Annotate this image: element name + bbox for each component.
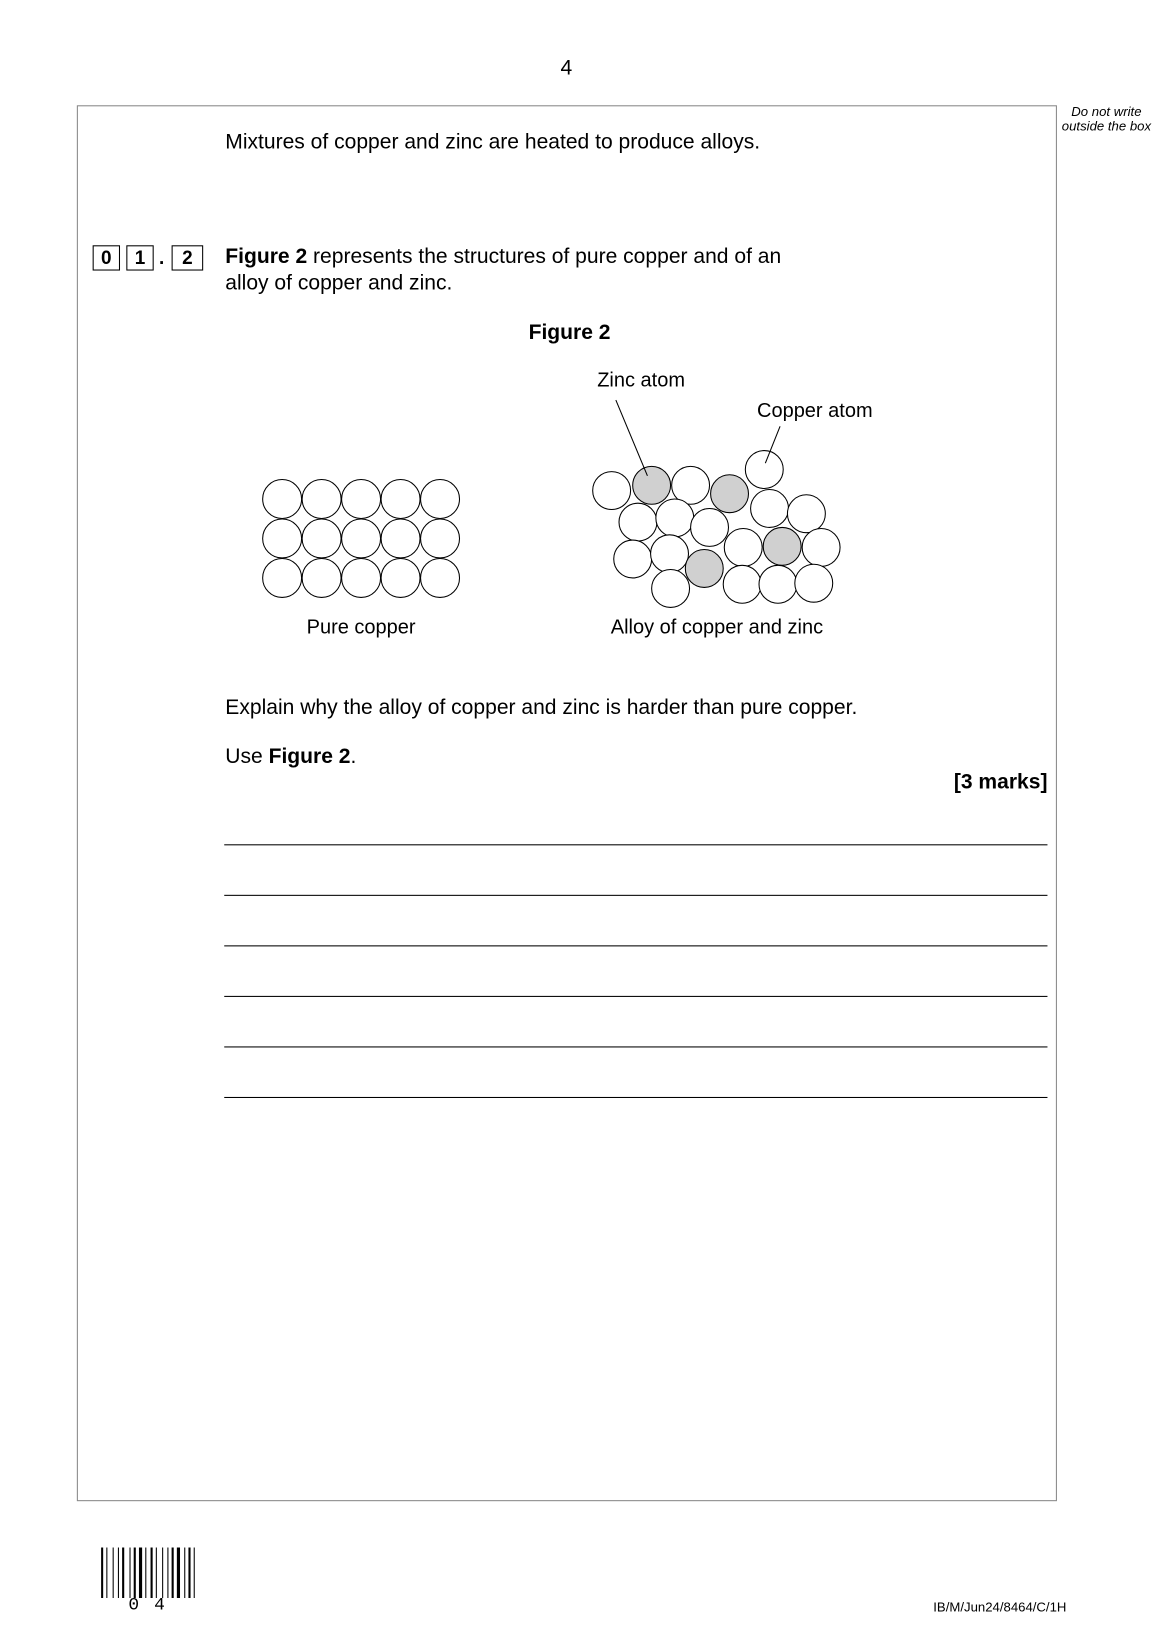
barcode-bar (118, 1548, 119, 1599)
copper-atom (263, 558, 302, 597)
alloy-lattice (593, 451, 840, 608)
barcode-bar (194, 1548, 195, 1599)
use-suffix: . (350, 745, 357, 769)
barcode-bar (134, 1548, 136, 1599)
copper-atom (302, 558, 341, 597)
barcode-bar (167, 1548, 168, 1599)
copper-atom (381, 480, 420, 519)
prompt-text: Explain why the alloy of copper and zinc is harder than pure copper. (225, 695, 858, 720)
pure-copper-label: Pure copper (306, 616, 416, 640)
barcode-bar (177, 1548, 180, 1599)
question-digit: 1 (126, 245, 153, 270)
copper-atom (745, 451, 783, 489)
margin-note: Do not write outside the box (1061, 104, 1152, 134)
copper-atom (302, 519, 341, 558)
copper-atom (263, 480, 302, 519)
zinc-atom (711, 475, 749, 513)
copper-atom (421, 480, 460, 519)
barcode-bar (139, 1548, 142, 1599)
pure-copper-lattice (263, 480, 460, 598)
barcode-number: 0 4 (128, 1595, 167, 1616)
copper-atom (342, 558, 381, 597)
copper-atom (263, 519, 302, 558)
copper-atom (759, 565, 797, 603)
answer-line[interactable] (224, 996, 1047, 997)
figure-title: Figure 2 (528, 321, 611, 345)
copper-atom (342, 480, 381, 519)
copper-atom (381, 558, 420, 597)
copper-atom (593, 472, 631, 510)
marks-label: [3 marks] (953, 770, 1048, 794)
zinc-atom (763, 527, 801, 565)
figure-2-diagram (0, 0, 1158, 737)
copper-atom (614, 540, 652, 578)
barcode (101, 1548, 204, 1599)
figure-reference: Figure 2 (225, 245, 308, 269)
copper-atom (787, 495, 825, 533)
use-prefix: Use (225, 745, 269, 769)
use-figure-text (225, 745, 356, 769)
footer-code: IB/M/Jun24/8464/C/1H (933, 1600, 1067, 1615)
question-separator: . (158, 247, 165, 269)
barcode-bar (101, 1548, 103, 1599)
copper-atom (795, 564, 833, 602)
question-digit: 2 (172, 245, 204, 270)
copper-atom (421, 519, 460, 558)
copper-atom (724, 528, 762, 566)
barcode-bar (129, 1548, 130, 1599)
copper-atom (302, 480, 341, 519)
copper-atom (672, 466, 710, 504)
answer-line[interactable] (224, 895, 1047, 896)
copper-atom (342, 519, 381, 558)
copper-atom (802, 528, 840, 566)
answer-line[interactable] (224, 945, 1047, 946)
intro-text: Mixtures of copper and zinc are heated to produce alloys. (225, 130, 761, 154)
barcode-bar (122, 1548, 124, 1599)
alloy-label: Alloy of copper and zinc (610, 616, 824, 640)
barcode-bar (162, 1548, 163, 1599)
barcode-bar (188, 1548, 190, 1599)
figure-reference: Figure 2 (268, 745, 351, 769)
copper-atom (651, 535, 689, 573)
page-number: 4 (560, 56, 573, 81)
zinc-atom (685, 550, 723, 588)
zinc-atom (633, 466, 671, 504)
copper-atom (751, 490, 789, 528)
question-text-line2: alloy of copper and zinc. (225, 271, 453, 295)
copper-atom (723, 565, 761, 603)
barcode-bar (184, 1548, 185, 1599)
copper-atom (691, 508, 729, 546)
answer-line[interactable] (224, 1097, 1047, 1098)
barcode-bar (172, 1548, 174, 1599)
copper-atom (656, 499, 694, 537)
answer-line[interactable] (224, 844, 1047, 845)
question-text: represents the structures of pure copper and of an (307, 245, 782, 269)
copper-atom (381, 519, 420, 558)
barcode-bar (145, 1548, 146, 1599)
answer-line[interactable] (224, 1046, 1047, 1047)
copper-atom (652, 570, 690, 608)
copper-atom-label: Copper atom (756, 400, 873, 423)
barcode-bar (151, 1548, 153, 1599)
barcode-bar (106, 1548, 107, 1599)
copper-atom (421, 558, 460, 597)
barcode-bar (113, 1548, 114, 1599)
zinc-label-leader (616, 400, 648, 476)
question-digit: 0 (93, 245, 120, 270)
copper-atom (619, 503, 657, 541)
barcode-bar (156, 1548, 157, 1599)
zinc-atom-label: Zinc atom (597, 369, 686, 392)
